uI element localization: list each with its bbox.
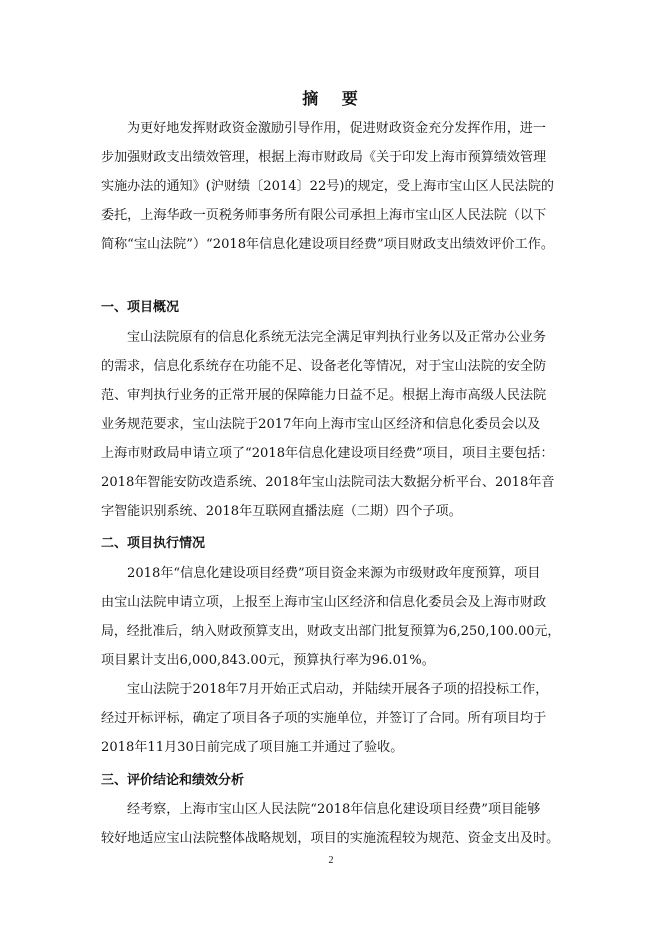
- overview-line: 范、审判执行业务的正常开展的保障能力日益不足。根据上海市高级人民法院: [101, 388, 547, 403]
- overview-line: 字智能识别系统、2018年互联网直播法庭（二期）四个子项。: [101, 504, 462, 519]
- overview-line: 2018年智能安防改造系统、2018年宝山法院司法大数据分析平台、2018年音: [101, 475, 555, 490]
- execution-line: 经过开标评标，确定了项目各子项的实施单位，并签订了合同。所有项目均于: [101, 711, 547, 726]
- section-heading-execution: 二、项目执行情况: [101, 536, 206, 551]
- summary-line: 为更好地发挥财政资金激励引导作用，促进财政资金充分发挥作用，进一: [127, 121, 546, 136]
- evaluation-line: 较好地适应宝山法院整体战略规划，项目的实施流程较为规范、资金支出及时。: [101, 831, 560, 846]
- execution-line: 局，经批准后，纳入财政预算支出，财政支出部门批复预算为6,250,100.00元，: [101, 624, 561, 639]
- overview-line: 业务规范要求，宝山法院于2017年向上海市宝山区经济和信息化委员会以及: [101, 417, 541, 432]
- section-heading-evaluation: 三、评价结论和绩效分析: [101, 773, 245, 788]
- page-title: 摘 要: [302, 89, 360, 108]
- execution-line: 2018年“信息化建设项目经费”项目资金来源为市级财政年度预算，项目: [127, 566, 541, 581]
- execution-line: 宝山法院于2018年7月开始正式启动，并陆续开展各子项的招投标工作，: [127, 682, 549, 697]
- execution-line: 2018年11月30日前完成了项目施工并通过了验收。: [101, 740, 404, 755]
- execution-line: 由宝山法院申请立项，上报至上海市宝山区经济和信息化委员会及上海市财政: [101, 595, 547, 610]
- overview-line: 的需求，信息化系统存在功能不足、设备老化等情况，对于宝山法院的安全防: [101, 359, 547, 374]
- section-heading-overview: 一、项目概况: [101, 300, 180, 315]
- summary-line: 简称“宝山法院”）“2018年信息化建设项目经费”项目财政支出绩效评价工作。: [101, 237, 554, 252]
- execution-line: 项目累计支出6,000,843.00元，预算执行率为96.01%。: [101, 653, 435, 668]
- overview-line: 上海市财政局申请立项了“2018年信息化建设项目经费”项目，项目主要包括：: [101, 446, 554, 461]
- summary-line: 实施办法的通知》(沪财绩〔2014〕22号)的规定，受上海市宝山区人民法院的: [101, 179, 555, 194]
- summary-line: 步加强财政支出绩效管理，根据上海市财政局《关于印发上海市预算绩效管理: [101, 150, 547, 165]
- summary-line: 委托，上海华政一页税务师事务所有限公司承担上海市宝山区人民法院（以下: [101, 208, 547, 223]
- evaluation-line: 经考察，上海市宝山区人民法院“2018年信息化建设项目经费”项目能够: [127, 802, 541, 817]
- page-number: 2: [328, 855, 334, 866]
- overview-line: 宝山法院原有的信息化系统无法完全满足审判执行业务以及正常办公业务: [127, 330, 546, 345]
